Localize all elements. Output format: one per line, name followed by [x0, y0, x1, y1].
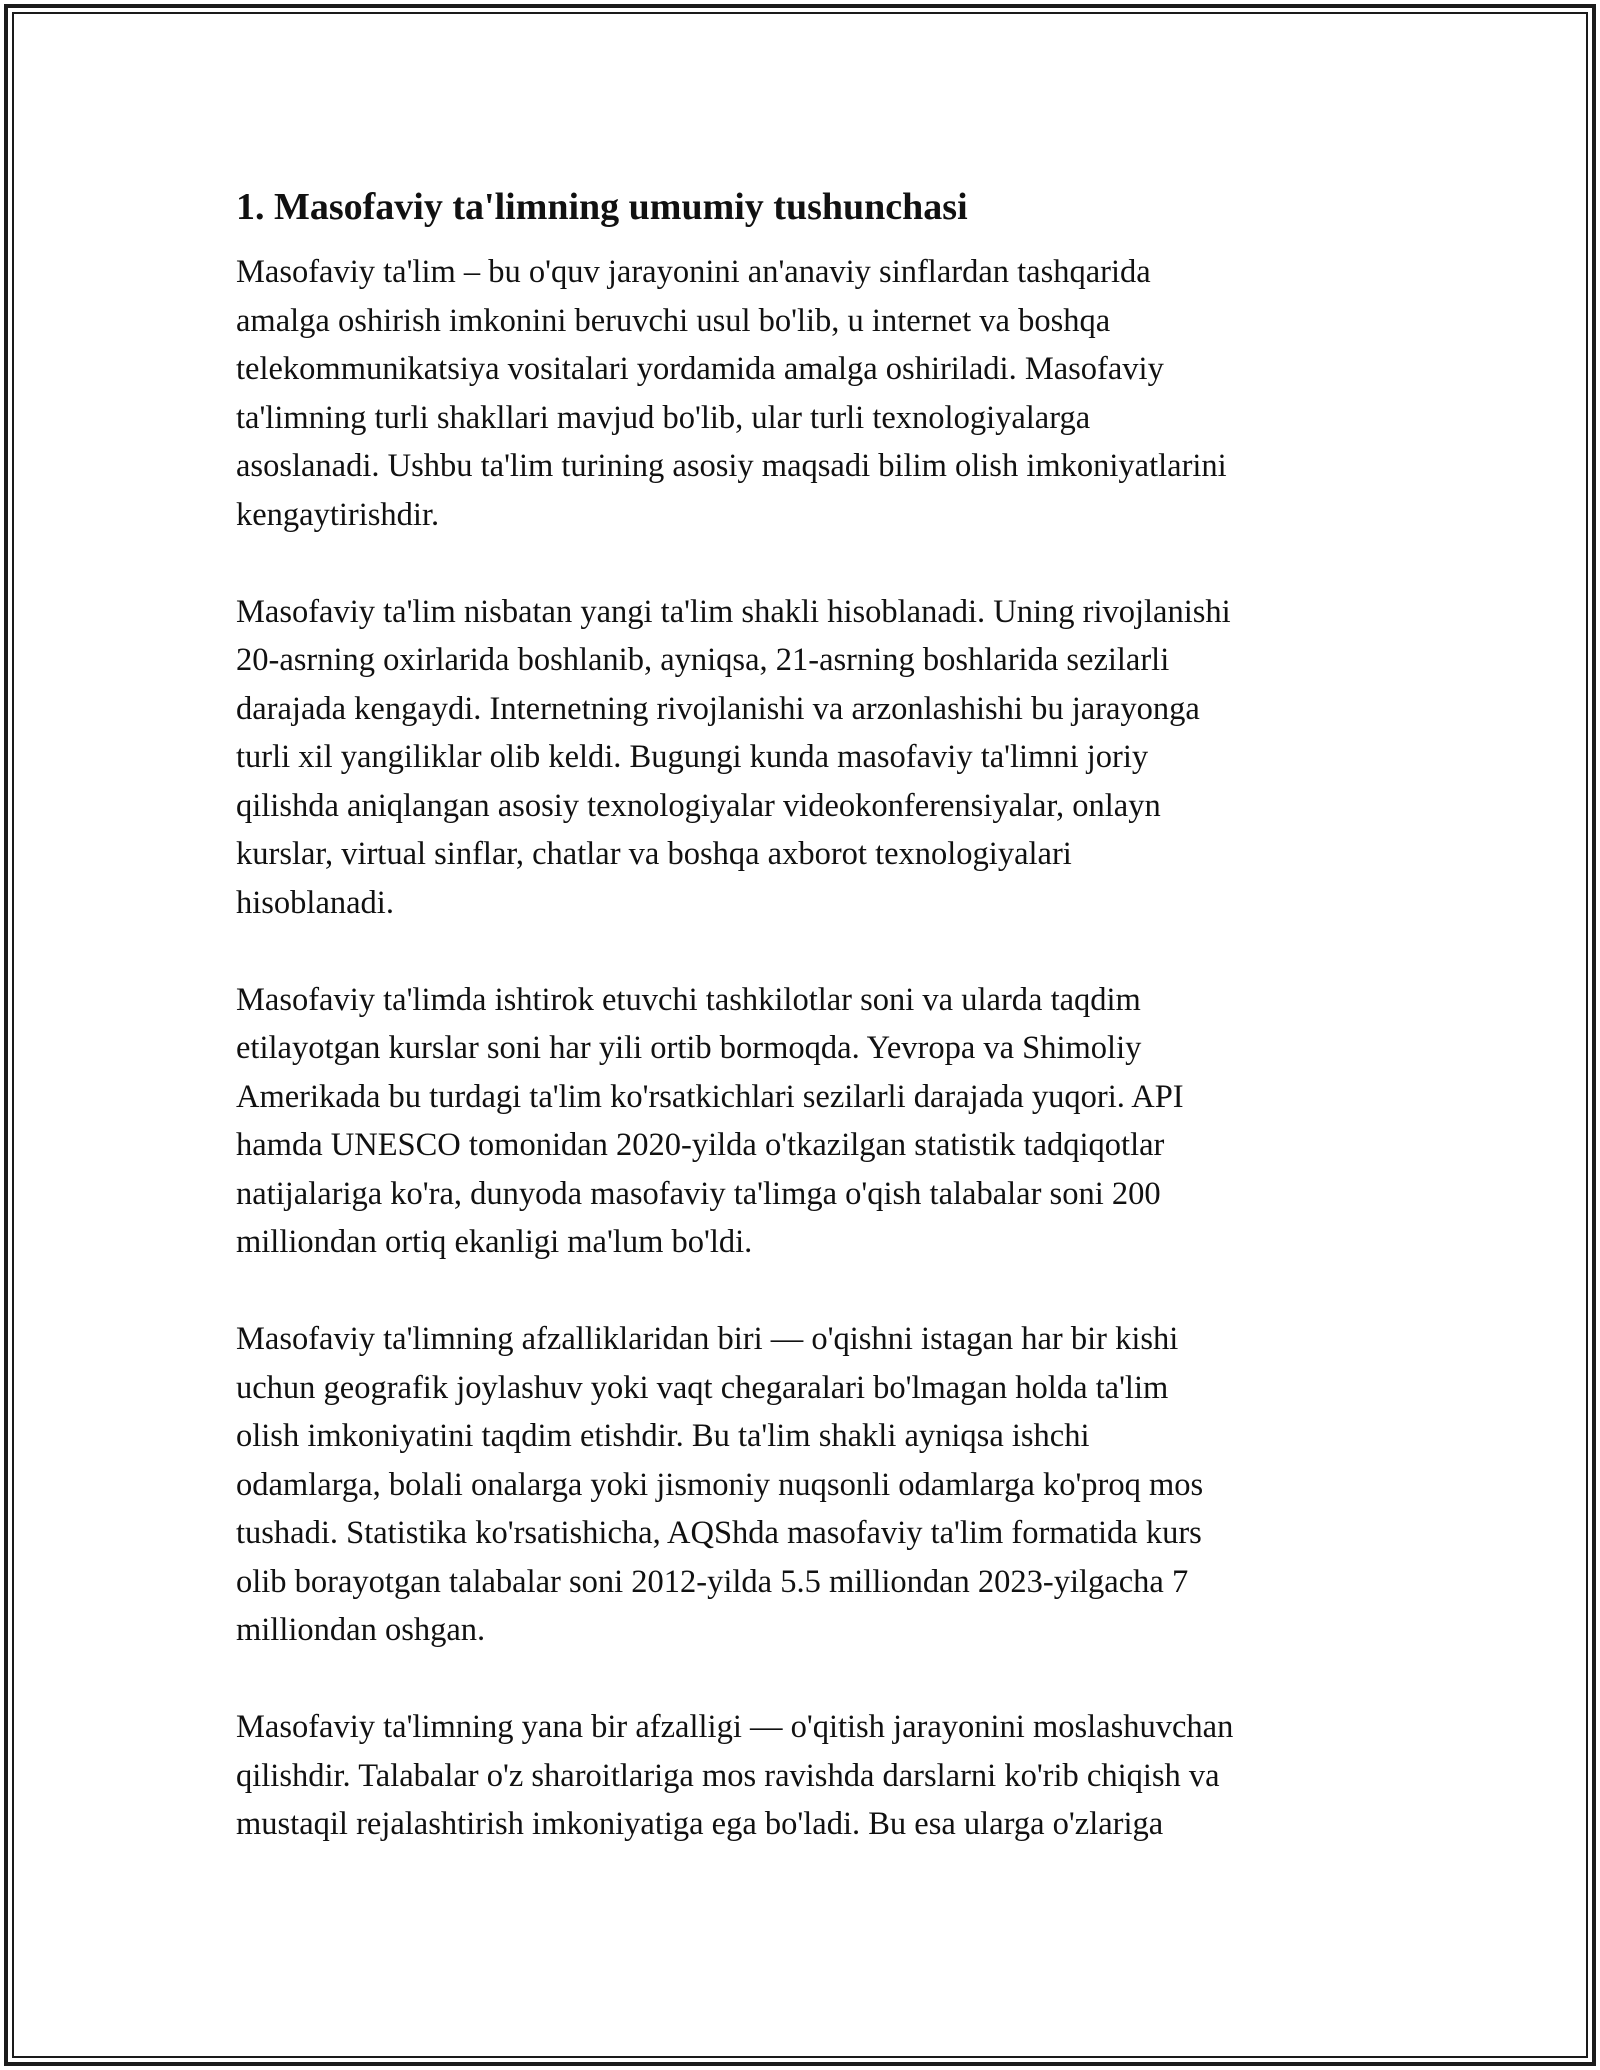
paragraph-line: kurslar, virtual sinflar, chatlar va boshqa axborot texnologiyalari: [236, 836, 1072, 872]
paragraph-line: hamda UNESCO tomonidan 2020-yilda o'tkazilgan statistik tadqiqotlar: [236, 1127, 1165, 1163]
paragraph-line: darajada kengaydi. Internetning rivojlanishi va arzonlashishi bu jarayonga: [236, 690, 1200, 727]
paragraph-line: uchun geografik joylashuv yoki vaqt chegaralari bo'lmagan holda ta'lim: [236, 1369, 1169, 1406]
paragraph-line: amalga oshirish imkonini beruvchi usul bo'lib, u internet va boshqa: [236, 302, 1111, 339]
paragraph-line: qilishdir. Talabalar o'z sharoitlariga mos ravishda darslarni ko'rib chiqish va: [236, 1757, 1220, 1794]
paragraph-list: [236, 248, 1366, 1849]
paragraph-line: Masofaviy ta'limning afzalliklaridan biri — o'qishni istagan har bir kishi: [236, 1321, 1179, 1357]
paragraph-line: milliondan oshgan.: [236, 1612, 486, 1648]
section-heading: 1. Masofaviy ta'limning umumiy tushunchasi: [236, 186, 968, 228]
paragraph: [236, 248, 1366, 539]
paragraph-line: natijalariga ko'ra, dunyoda masofaviy ta'limga o'qish talabalar soni 200: [236, 1175, 1161, 1212]
paragraph: [236, 588, 1366, 928]
paragraph-line: Masofaviy ta'limda ishtirok etuvchi tashkilotlar soni va ularda taqdim: [236, 981, 1141, 1018]
paragraph-line: qilishda aniqlangan asosiy texnologiyalar videokonferensiyalar, onlayn: [236, 787, 1161, 824]
paragraph-line: Masofaviy ta'limning yana bir afzalligi — o'qitish jarayonini moslashuvchan: [236, 1709, 1234, 1745]
paragraph: [236, 976, 1366, 1267]
paragraph: [236, 1703, 1366, 1849]
paragraph-line: asoslanadi. Ushbu ta'lim turining asosiy maqsadi bilim olish imkoniyatlarini: [236, 448, 1227, 484]
paragraph-line: mustaqil rejalashtirish imkoniyatiga ega bo'ladi. Bu esa ularga o'zlariga: [236, 1806, 1164, 1842]
paragraph: [236, 1315, 1366, 1655]
paragraph-line: ta'limning turli shakllari mavjud bo'lib, ular turli texnologiyalarga: [236, 399, 1091, 436]
paragraph-line: tushadi. Statistika ko'rsatishicha, AQShda masofaviy ta'lim formatida kurs: [236, 1515, 1202, 1551]
paragraph-line: 20-asrning oxirlarida boshlanib, ayniqsa, 21-asrning boshlarida sezilarli: [236, 642, 1170, 678]
paragraph-line: etilayotgan kurslar soni har yili ortib bormoqda. Yevropa va Shimoliy: [236, 1030, 1142, 1066]
paragraph-line: Masofaviy ta'lim nisbatan yangi ta'lim shakli hisoblanadi. Uning rivojlanishi: [236, 593, 1231, 630]
document-body: [236, 178, 1366, 1897]
paragraph-line: odamlarga, bolali onalarga yoki jismoniy nuqsonli odamlarga ko'proq mos: [236, 1466, 1204, 1503]
paragraph-line: hisoblanadi.: [236, 884, 394, 921]
paragraph-line: telekommunikatsiya vositalari yordamida amalga oshiriladi. Masofaviy: [236, 351, 1164, 387]
paragraph-line: turli xil yangiliklar olib keldi. Bugungi kunda masofaviy ta'limni joriy: [236, 739, 1149, 775]
paragraph-line: milliondan ortiq ekanligi ma'lum bo'ldi.: [236, 1224, 753, 1260]
paragraph-line: Masofaviy ta'lim – bu o'quv jarayonini an'anaviy sinflardan tashqarida: [236, 254, 1151, 290]
paragraph-line: kengaytirishdir.: [236, 496, 440, 533]
paragraph-line: Amerikada bu turdagi ta'lim ko'rsatkichlari sezilarli darajada yuqori. API: [236, 1078, 1184, 1115]
paragraph-line: olib borayotgan talabalar soni 2012-yilda 5.5 milliondan 2023-yilgacha 7: [236, 1563, 1189, 1600]
paragraph-line: olish imkoniyatini taqdim etishdir. Bu ta'lim shakli ayniqsa ishchi: [236, 1418, 1090, 1454]
